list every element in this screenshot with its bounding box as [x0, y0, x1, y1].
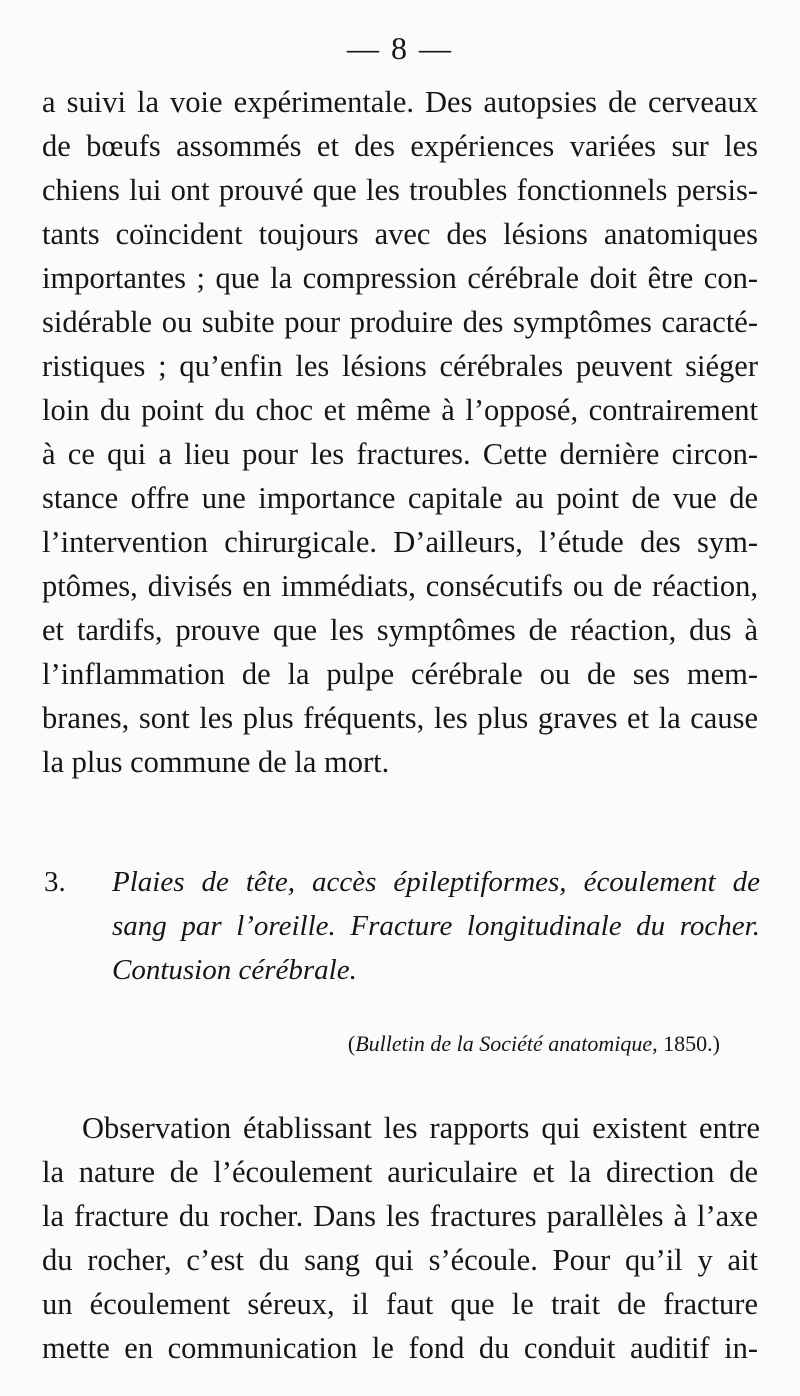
text-line: branes, sont les plus fréquents, les plus graves et la cause — [42, 701, 758, 735]
citation-open-paren: ( — [347, 1031, 356, 1056]
section-number: 3. — [44, 866, 66, 898]
text-line: a suivi la voie expérimentale. Des autopsies de cerveaux — [42, 85, 758, 119]
page-number: — 8 — — [347, 30, 453, 66]
text-line: et tardifs, prouve que les symptômes de réaction, dus à — [42, 613, 758, 647]
heading-line — [44, 860, 760, 904]
text-line: de bœufs assommés et des expériences variées sur les — [42, 129, 758, 163]
text-line: l’inflammation de la pulpe cérébrale ou de ses mem- — [42, 657, 758, 691]
text-line: sidérable ou subite pour produire des symptômes caracté- — [42, 305, 758, 339]
heading-line: sang par l’oreille. Fracture longitudinale du rocher. — [112, 910, 760, 942]
citation-source: Bulletin de la Société anatomique, — [355, 1031, 658, 1056]
text-line: à ce qui a lieu pour les fractures. Cette dernière circon- — [42, 437, 758, 471]
text-line: mette en communication le fond du conduit auditif in- — [42, 1331, 758, 1365]
citation-year: 1850.) — [657, 1031, 720, 1056]
heading-text: Plaies de tête, accès épileptiformes, écoulement de — [112, 866, 760, 898]
text-line: la fracture du rocher. Dans les fractures parallèles à l’axe — [42, 1199, 758, 1233]
text-line: la nature de l’écoulement auriculaire et la direction de — [42, 1155, 758, 1189]
text-line: ristiques ; qu’enfin les lésions cérébrales peuvent siéger — [42, 349, 758, 383]
text-line: l’intervention chirurgicale. D’ailleurs, l’étude des sym- — [42, 525, 758, 559]
heading-line: Contusion cérébrale. — [112, 954, 357, 986]
text-line: chiens lui ont prouvé que les troubles fonctionnels persis- — [42, 173, 758, 207]
citation — [0, 1026, 720, 1062]
text-line: tants coïncident toujours avec des lésions anatomiques — [42, 217, 758, 251]
text-line: importantes ; que la compression cérébrale doit être con- — [42, 261, 758, 295]
text-line: ptômes, divisés en immédiats, consécutifs ou de réaction, — [42, 569, 758, 603]
text-line: la plus commune de la mort. — [42, 745, 390, 779]
text-line: loin du point du choc et même à l’opposé, contrairement — [42, 393, 758, 427]
text-line: stance offre une importance capitale au point de vue de — [42, 481, 758, 515]
text-line: un écoulement séreux, il faut que le trait de fracture — [42, 1287, 758, 1321]
text-line: Observation établissant les rapports qui existent entre — [82, 1111, 760, 1145]
text-line: du rocher, c’est du sang qui s’écoule. Pour qu’il y ait — [42, 1243, 758, 1277]
